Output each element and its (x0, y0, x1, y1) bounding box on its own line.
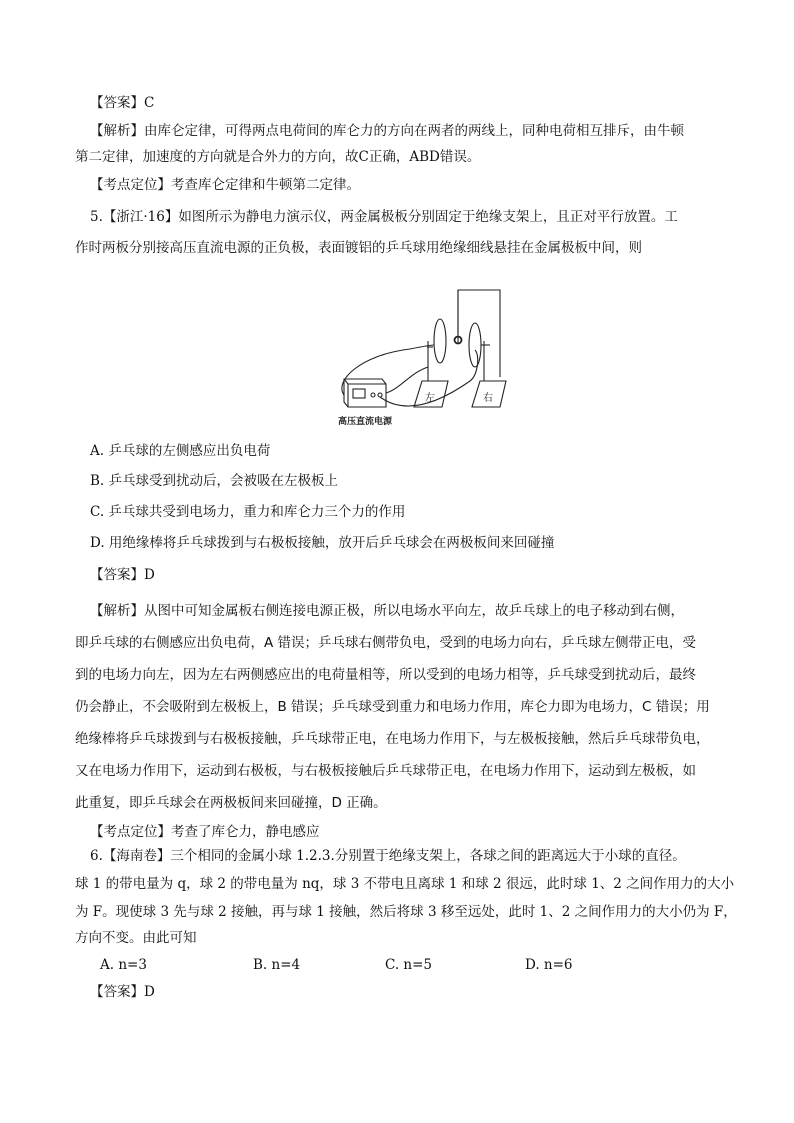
q6-stem-line-1: 6.【海南卷】三个相同的金属小球 1.2.3.分别置于绝缘支架上，各球之间的距离远大于小球的直径。 (90, 848, 686, 864)
q4-point: 【考点定位】考查库仑定律和牛顿第二定律。 (90, 177, 360, 193)
q6-option-b: B. n=4 (253, 957, 301, 973)
q6-answer: 【答案】D (90, 984, 155, 1000)
q5-answer: 【答案】D (90, 567, 155, 583)
q4-analysis-line-1: 【解析】由库仑定律，可得两点电荷间的库仑力的方向在两者的两线上，同种电荷相互排斥，由牛顿 (90, 123, 684, 139)
q6-stem-line-4: 方向不变。由此可知 (75, 930, 197, 946)
q5-analysis-line-6: 又在电场力作用下，运动到右极板，与右极板接触后乒乓球带正电，在电场力作用下，运动到左极板，如 (75, 763, 696, 779)
q5-option-b: B. 乒乓球受到扰动后，会被吸在左极板上 (90, 473, 339, 489)
right-plate-label: 右 (483, 393, 493, 404)
q5-option-a: A. 乒乓球的左侧感应出负电荷 (90, 443, 271, 459)
q5-stem-line-1: 5.【浙江·16】如图所示为静电力演示仪，两金属极板分别固定于绝缘支架上，且正对平行放置。工 (90, 209, 678, 225)
q5-analysis-line-4: 仍会静止，不会吸附到左极板上，B 错误；乒乓球受到重力和电场力作用，库仑力即为电场力，C 错误；用 (75, 699, 710, 715)
q6-stem-line-2: 球 1 的带电量为 q，球 2 的带电量为 nq，球 3 不带电且离球 1 和球 2 很远，此时球 1、2 之间作用力的大小 (75, 876, 735, 892)
demonstrator-diagram (330, 285, 515, 435)
q6-option-c: C. n=5 (385, 957, 433, 973)
q4-analysis-line-2: 第二定律，加速度的方向就是合外力的方向，故C正确，ABD错误。 (75, 149, 481, 165)
power-source-label: 高压直流电源 (338, 417, 393, 427)
q5-analysis-line-7: 此重复，即乒乓球会在两极板间来回碰撞，D 正确。 (75, 795, 387, 811)
q5-option-d: D. 用绝缘棒将乒乓球拨到与右极板接触，放开后乒乓球会在两极板间来回碰撞 (90, 535, 555, 551)
q5-stem-line-2: 作时两板分别接高压直流电源的正负极，表面镀铝的乒乓球用绝缘细线悬挂在金属极板中间，则 (75, 240, 642, 256)
electrostatic-demonstrator-figure (330, 285, 515, 435)
q5-analysis-line-1: 【解析】从图中可知金属板右侧连接电源正极，所以电场水平向左，故乒乓球上的电子移动到右侧， (90, 603, 684, 619)
q5-analysis-line-3: 到的电场力向左，因为左右两侧感应出的电荷量相等，所以受到的电场力相等，乒乓球受到扰动后，最终 (75, 667, 696, 683)
q5-analysis-line-5: 绝缘棒将乒乓球拨到与右极板接触，乒乓球带正电，在电场力作用下，与左极板接触，然后乒乓球带负电， (75, 731, 710, 747)
q4-answer: 【答案】C (90, 95, 155, 111)
q5-point: 【考点定位】考查了库仑力，静电感应 (90, 824, 320, 840)
q5-analysis-line-2: 即乒乓球的右侧感应出负电荷，A 错误；乒乓球右侧带负电，受到的电场力向右，乒乓球左侧带正电，受 (75, 635, 697, 651)
q6-option-d: D. n=6 (525, 957, 573, 973)
q5-option-c: C. 乒乓球共受到电场力，重力和库仑力三个力的作用 (90, 504, 406, 520)
q6-stem-line-3: 为 F。现使球 3 先与球 2 接触，再与球 1 接触，然后将球 3 移至远处，此时 1、2 之间作用力的大小仍为 F， (75, 904, 737, 920)
q6-option-a: A. n=3 (100, 957, 147, 973)
left-plate-label: 左 (425, 393, 435, 404)
